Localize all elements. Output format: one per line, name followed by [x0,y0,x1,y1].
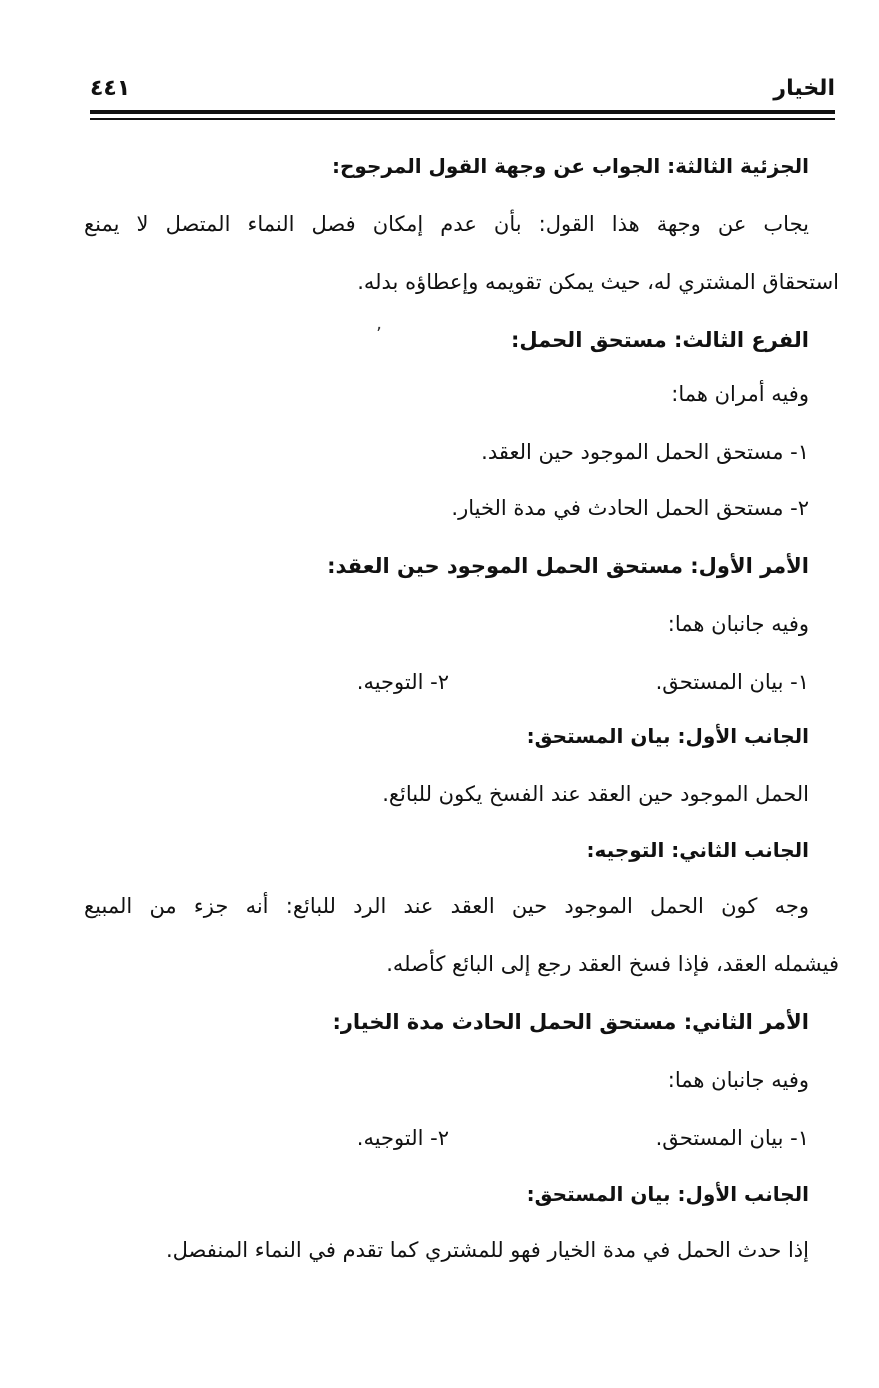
page-number: ٤٤١ [90,76,131,101]
list-item: ١- بيان المستحق. [655,1126,809,1150]
header-rule-thin [90,118,835,120]
branch-heading: الفرع الثالث: مستحق الحمل: [510,328,809,352]
scan-speck: ʼ [376,324,382,345]
section-heading-refutation: الجزئية الثالثة: الجواب عن وجهة القول المرجوح: [332,154,809,178]
matter-heading: الأمر الثاني: مستحق الحمل الحادث مدة الخيار: [332,1010,809,1034]
paragraph-line: إذا حدث الحمل في مدة الخيار فهو للمشتري كما تقدم في النماء المنفصل. [165,1238,809,1262]
running-header [90,74,835,104]
paragraph-line: وجه كون الحمل الموجود حين العقد عند الرد للبائع: أنه جزء من المبيع [84,894,809,918]
list-item: ٢- التوجيه. [356,1126,449,1150]
side-heading: الجانب الأول: بيان المستحق: [526,724,809,748]
side-heading: الجانب الأول: بيان المستحق: [526,1182,809,1206]
list-item: ٢- مستحق الحمل الحادث في مدة الخيار. [451,496,809,520]
paragraph-line: يجاب عن وجهة هذا القول: بأن عدم إمكان فصل النماء المتصل لا يمنع [84,212,809,236]
two-column-list [200,1118,809,1158]
paragraph-line: استحقاق المشتري له، حيث يمكن تقويمه وإعطاؤه بدله. [357,270,839,294]
intro-line: وفيه جانبان هما: [667,1068,809,1092]
intro-line: وفيه أمران هما: [671,382,809,406]
side-heading: الجانب الثاني: التوجيه: [586,838,809,862]
list-item: ١- بيان المستحق. [655,670,809,694]
paragraph-line: فيشمله العقد، فإذا فسخ العقد رجع إلى البائع كأصله. [386,952,839,976]
intro-line: وفيه جانبان هما: [667,612,809,636]
paragraph-line: الحمل الموجود حين العقد عند الفسخ يكون للبائع. [382,782,809,806]
two-column-list [200,662,809,702]
list-item: ١- مستحق الحمل الموجود حين العقد. [481,440,809,464]
running-header-title: الخيار [773,76,835,101]
header-rule-thick [90,110,835,114]
list-item: ٢- التوجيه. [356,670,449,694]
matter-heading: الأمر الأول: مستحق الحمل الموجود حين العقد: [327,554,809,578]
